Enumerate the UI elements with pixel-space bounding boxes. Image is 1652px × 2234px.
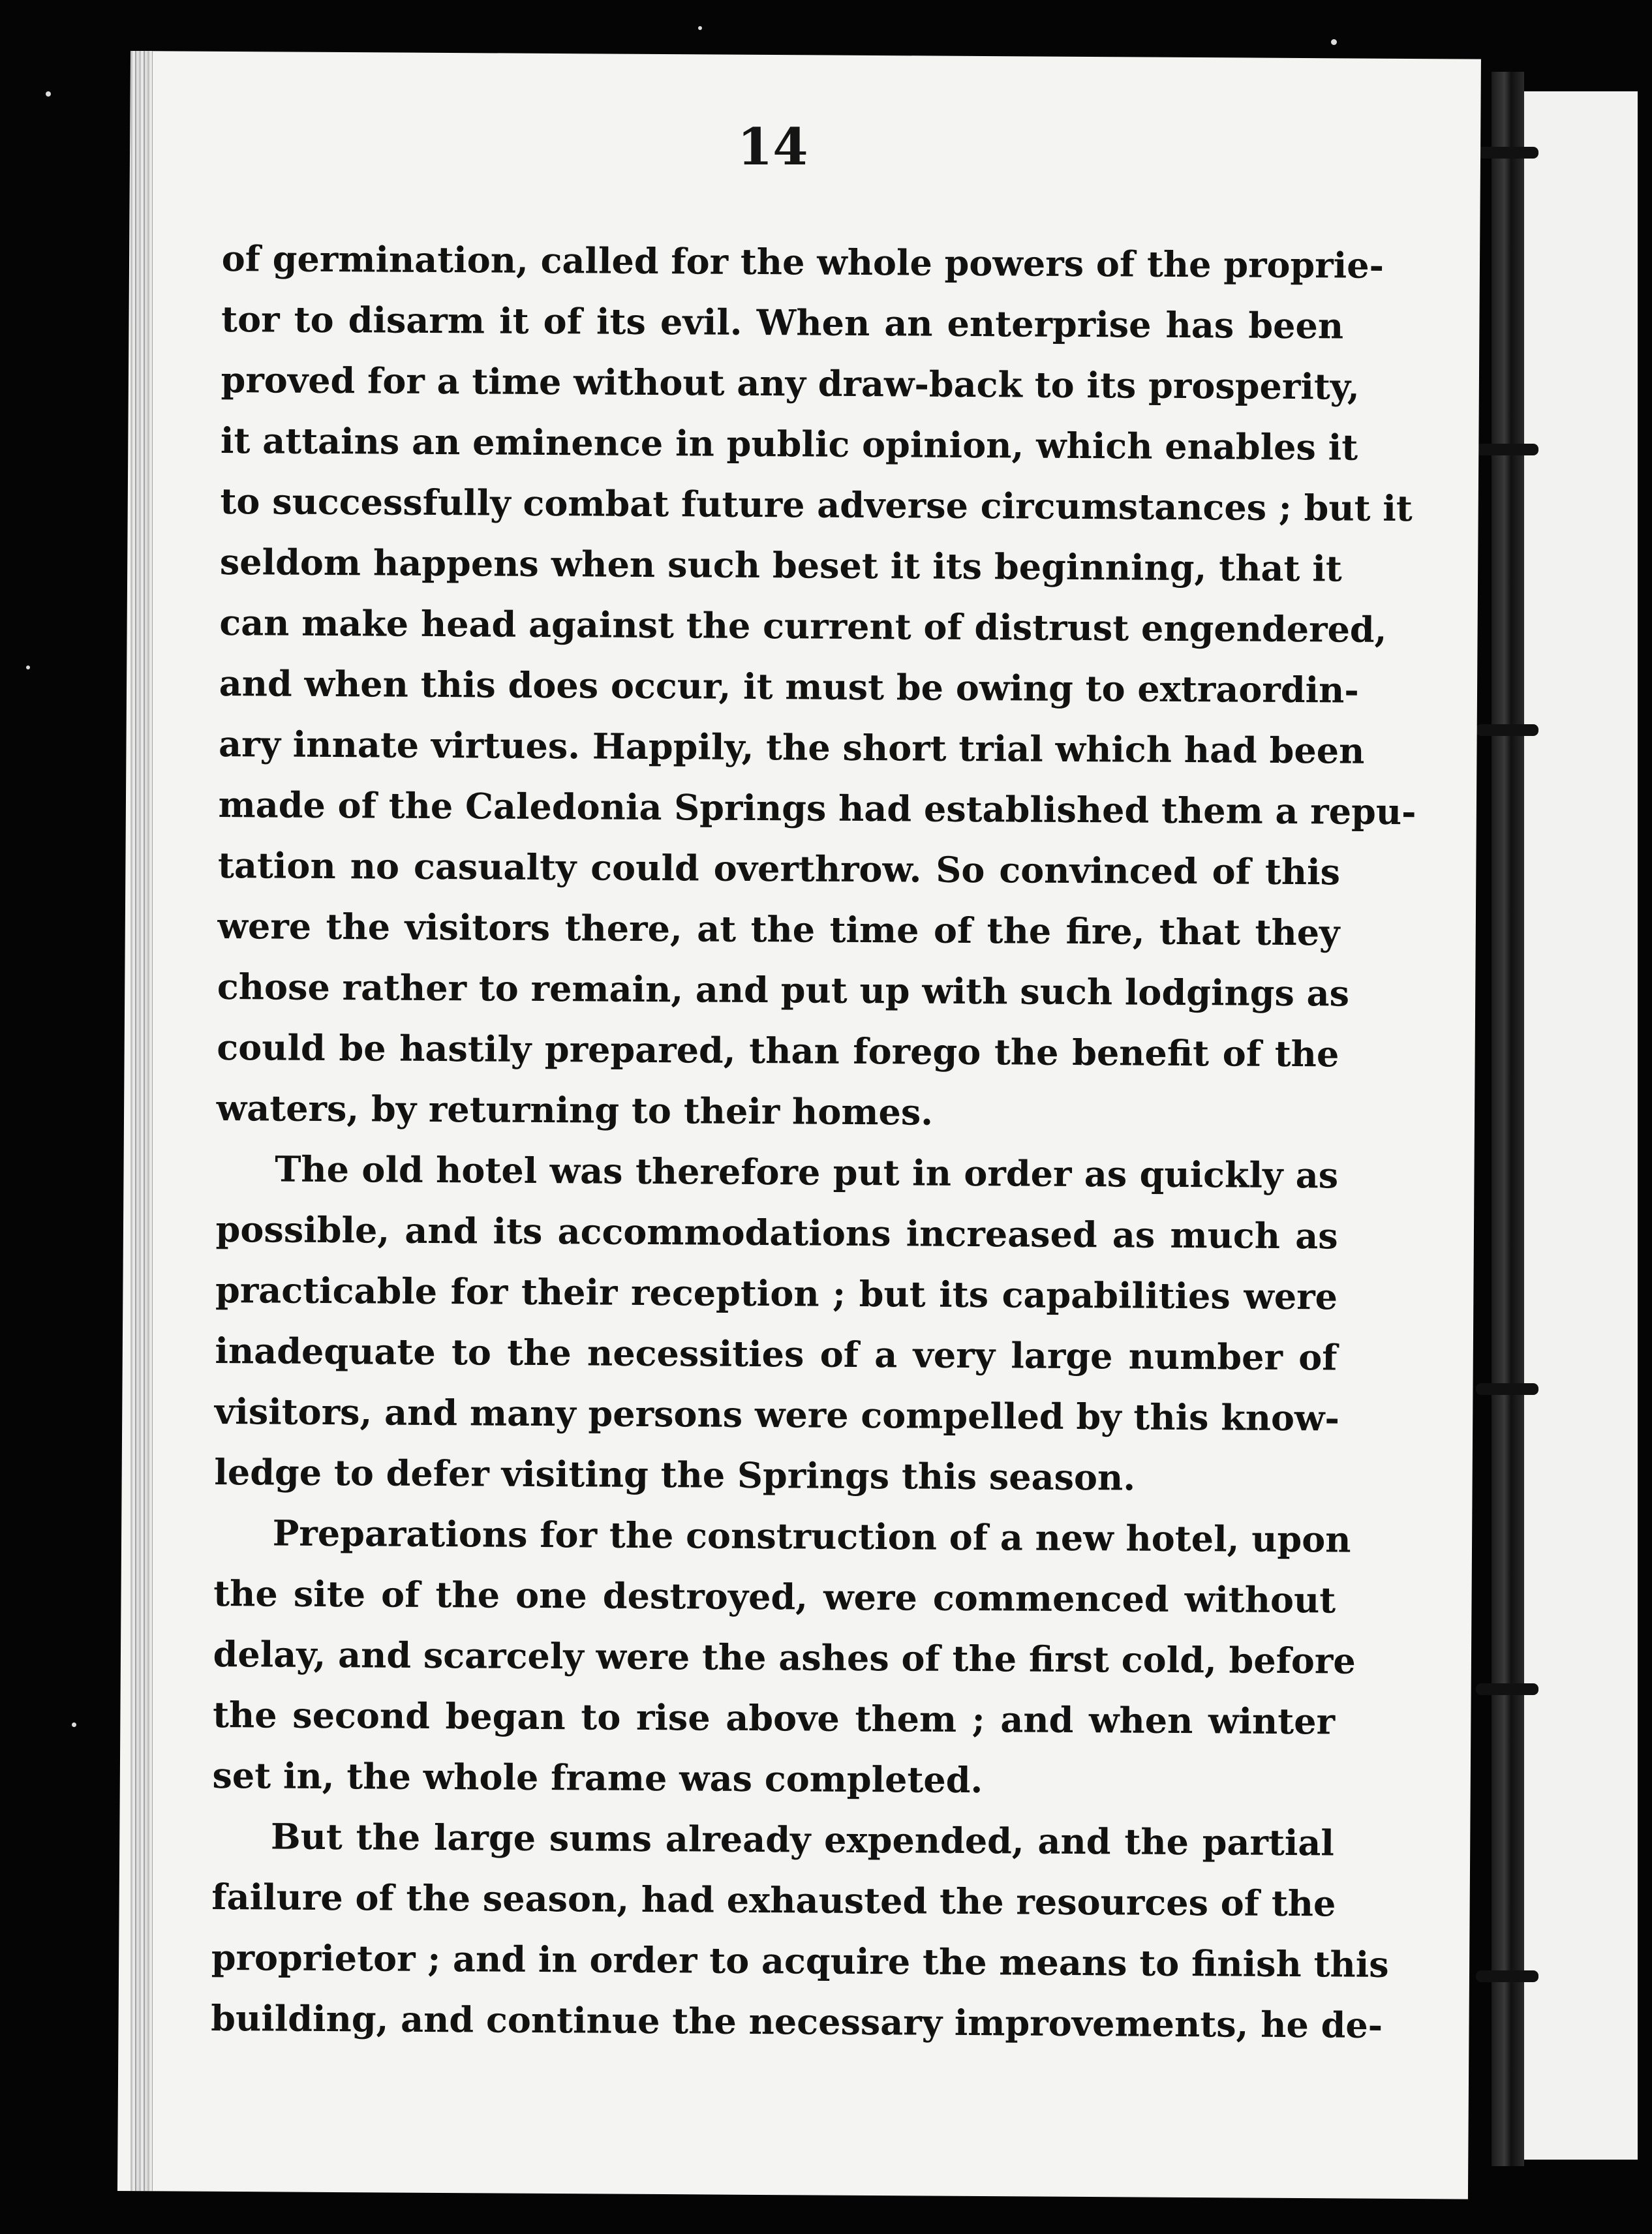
- text-line: made of the Caledonia Springs had established them a repu-: [218, 783, 1416, 833]
- page-number: 14: [737, 117, 808, 177]
- text-line: ledge to defer visiting the Springs this season.: [214, 1450, 1136, 1499]
- text-line: delay, and scarcely were the ashes of the first cold, before: [213, 1632, 1356, 1682]
- adjacent-page: [1520, 91, 1638, 2160]
- text-line: proprietor ; and in order to acquire the means to finish this: [211, 1936, 1389, 1985]
- binding-stitch: [1476, 1383, 1538, 1395]
- body-text: [211, 228, 1416, 2055]
- binding-stitch: [1476, 147, 1538, 159]
- text-line: practicable for their reception ; but its capabilities were: [215, 1268, 1338, 1318]
- text-line: it attains an eminence in public opinion, which enables it: [220, 419, 1358, 468]
- text-line: set in, the whole frame was completed.: [212, 1754, 983, 1801]
- dust-speck: [26, 666, 30, 669]
- page-edge: [130, 51, 153, 2191]
- text-line: The old hotel was therefore put in order as quickly as: [275, 1148, 1339, 1197]
- text-line: tor to disarm it of its evil. When an enterprise has been: [221, 298, 1344, 347]
- text-line: of germination, called for the whole powers of the proprie-: [221, 237, 1384, 286]
- binding-stitch: [1476, 1683, 1538, 1695]
- text-line: the site of the one destroyed, were commenced without: [213, 1572, 1336, 1621]
- text-line: But the large sums already expended, and the partial: [270, 1815, 1335, 1864]
- text-line: could be hastily prepared, than forego the benefit of the: [217, 1026, 1339, 1075]
- dust-speck: [46, 91, 51, 97]
- text-line: possible, and its accommodations increased as much as: [215, 1208, 1338, 1257]
- text-line: can make head against the current of distrust engendered,: [219, 601, 1387, 650]
- text-line: failure of the season, had exhausted the resources of the: [211, 1875, 1336, 1925]
- dust-speck: [698, 26, 702, 30]
- book-spine: [1491, 72, 1524, 2166]
- text-line: were the visitors there, at the time of the fire, that they: [217, 904, 1340, 954]
- text-line: waters, by returning to their homes.: [216, 1086, 934, 1133]
- binding-stitch: [1476, 444, 1538, 455]
- text-line: to successfully combat future adverse circumstances ; but it: [220, 480, 1413, 530]
- binding-stitch: [1476, 724, 1538, 736]
- text-line: visitors, and many persons were compelled by this know-: [214, 1390, 1340, 1439]
- binding-stitch: [1476, 1970, 1538, 1982]
- text-line: building, and continue the necessary improvements, he de-: [211, 1997, 1383, 2046]
- dust-speck: [72, 1722, 76, 1727]
- text-line: the second began to rise above them ; and when winter: [212, 1693, 1336, 1743]
- text-line: inadequate to the necessities of a very large number of: [215, 1329, 1338, 1379]
- text-line: and when this does occur, it must be owing to extraordin-: [219, 662, 1359, 711]
- text-line: tation no casualty could overthrow. So convinced of this: [217, 844, 1341, 893]
- text-line: ary innate virtues. Happily, the short trial which had been: [218, 722, 1365, 772]
- text-line: seldom happens when such beset it its beginning, that it: [219, 540, 1343, 590]
- text-line: chose rather to remain, and put up with such lodgings as: [217, 965, 1350, 1015]
- dust-speck: [1331, 39, 1337, 45]
- text-line: proved for a time without any draw-back to its prosperity,: [221, 358, 1360, 408]
- text-line: Preparations for the construction of a new hotel, upon: [272, 1512, 1351, 1561]
